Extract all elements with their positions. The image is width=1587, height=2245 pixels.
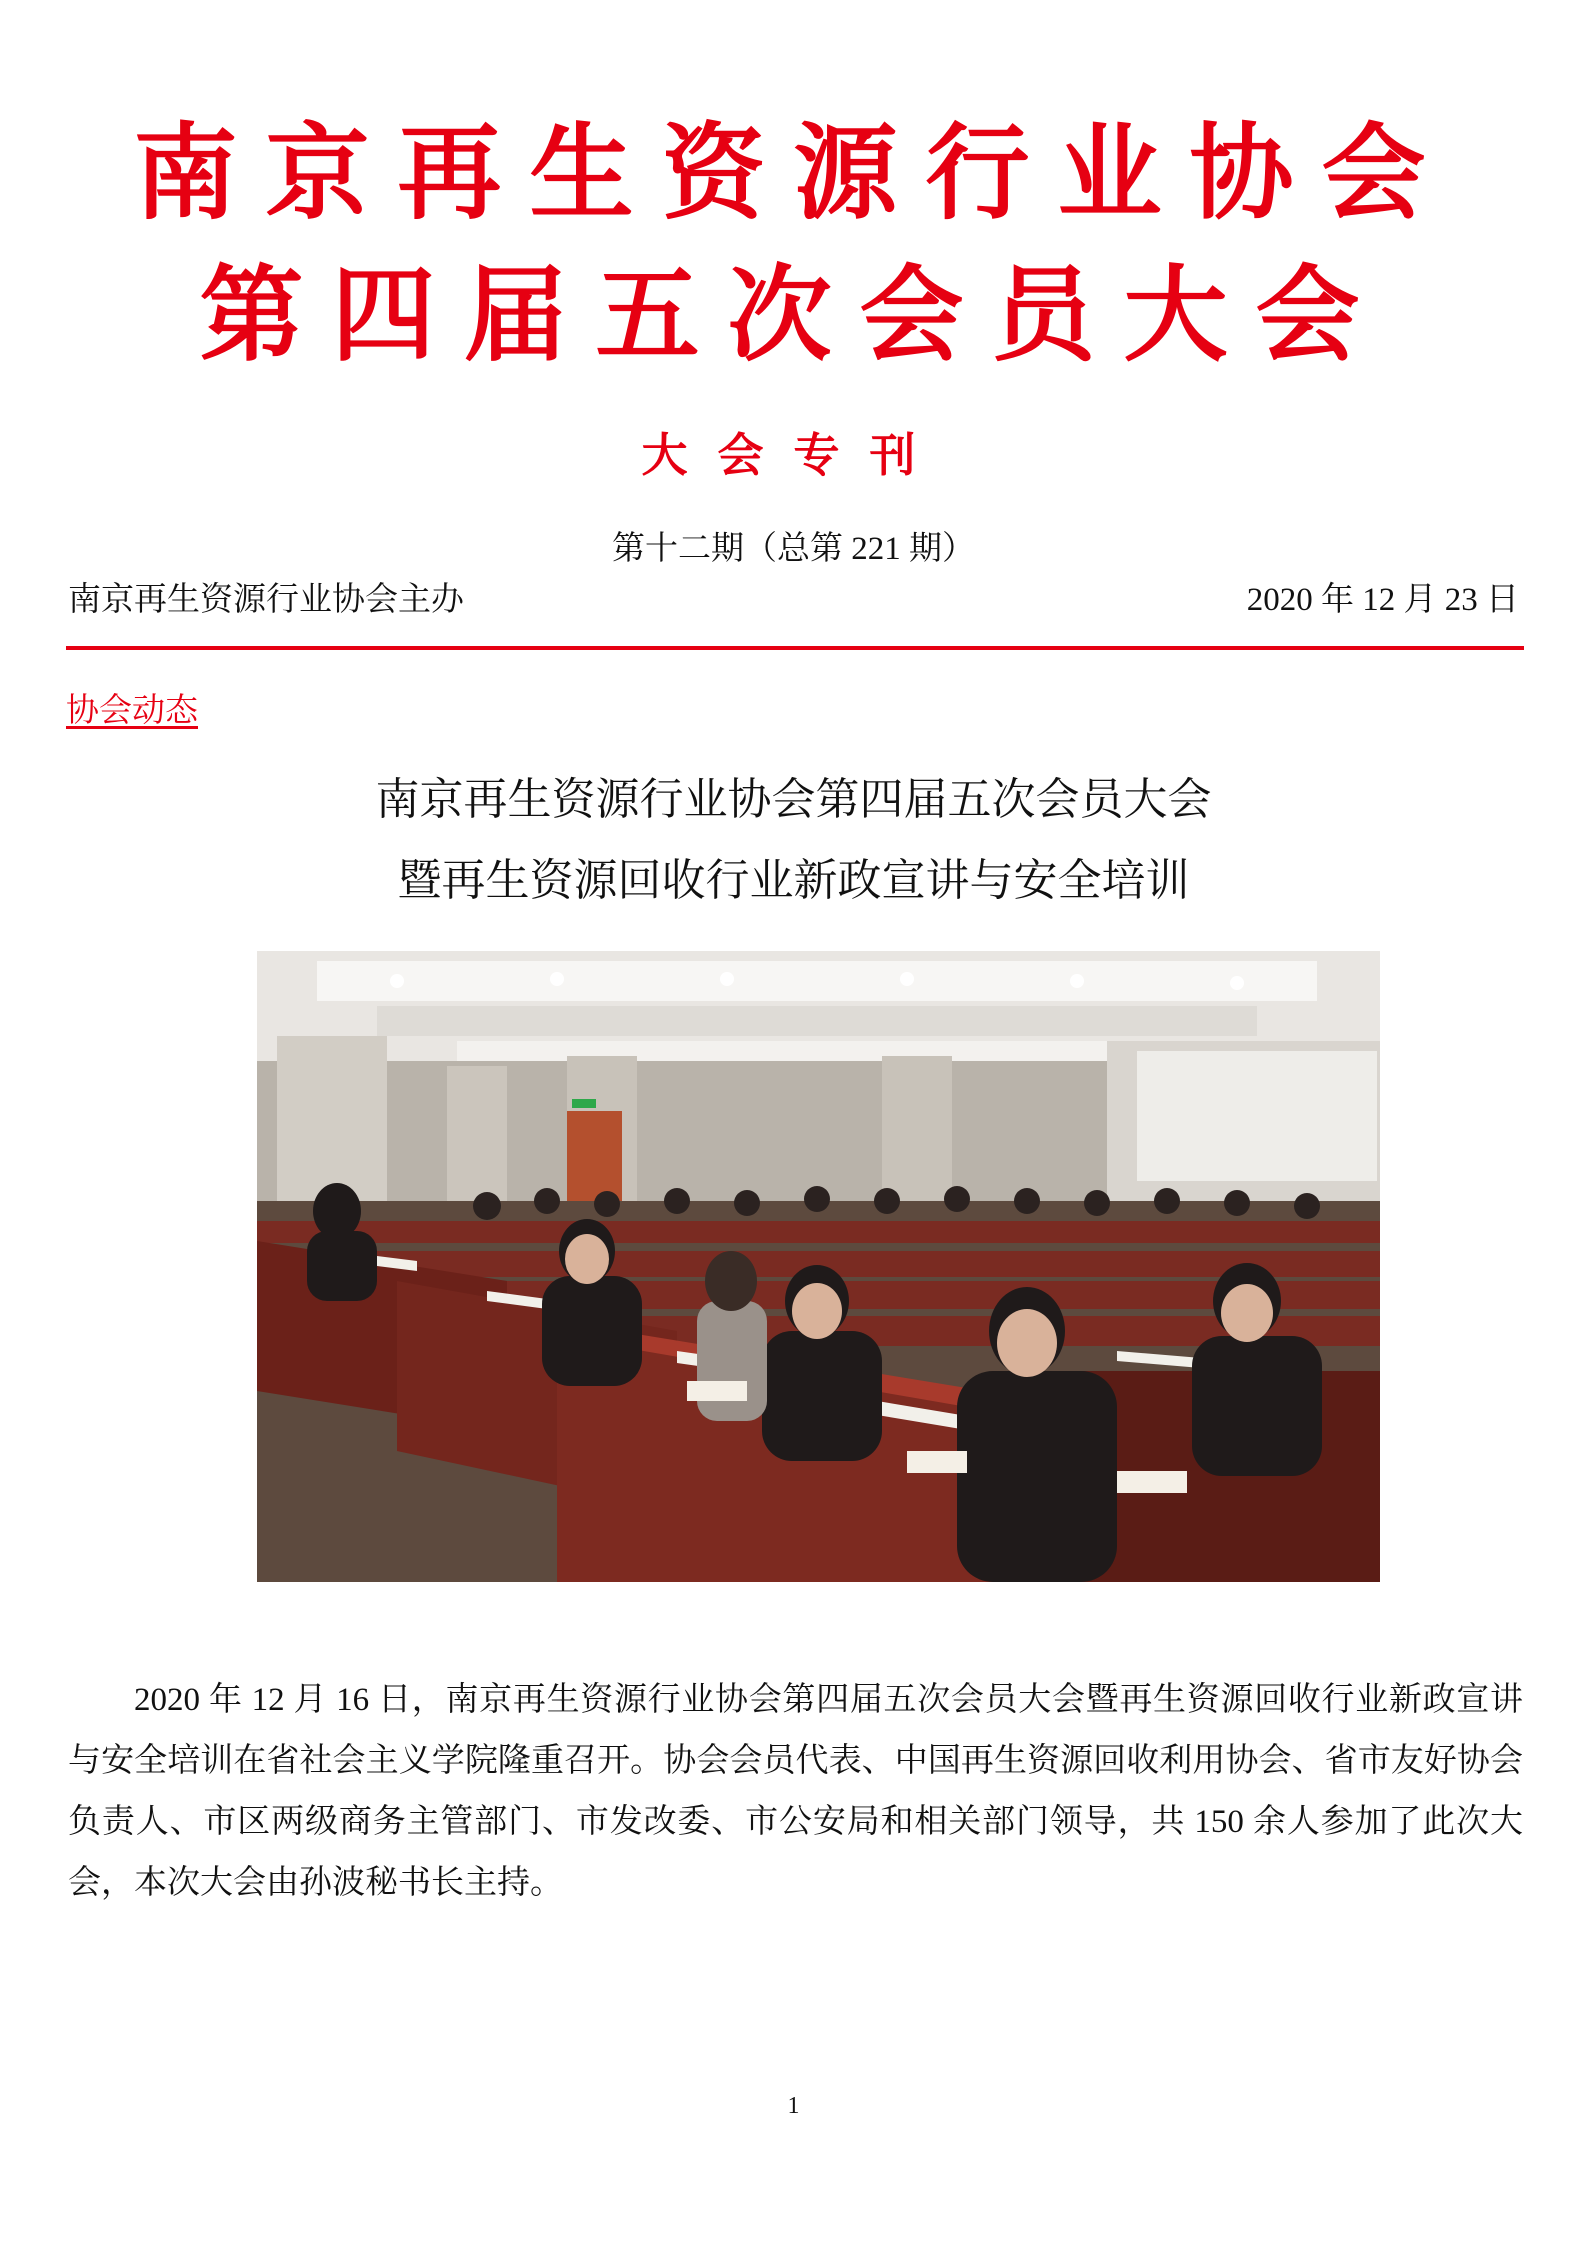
meeting-photo-icon (257, 951, 1380, 1582)
page-number: 1 (787, 2093, 800, 2119)
masthead-title-line2: 第四届五次会员大会 (199, 253, 1388, 376)
publish-date: 2020 年 12 月 23 日 (1246, 582, 1519, 618)
article-title-line1: 南京再生资源行业协会第四届五次会员大会 (375, 775, 1212, 824)
special-issue-label: 大会专刊 (641, 428, 946, 482)
section-label: 协会动态 (66, 691, 198, 728)
masthead-title-line1: 南京再生资源行业协会 (133, 111, 1454, 234)
article-title-line2: 暨再生资源回收行业新政宣讲与安全培训 (397, 856, 1190, 905)
header-divider (66, 646, 1524, 650)
article-paragraph: 2020 年 12 月 16 日，南京再生资源行业协会第四届五次会员大会暨再生资源回收行业新政宣讲与安全培训在省社会主义学院隆重召开。协会会员代表、中国再生资源回收利用协会、省市友好协会负责人、市区两级商务主管部门、市发改委、市公安局和相关部门领导，共 150 余人参加了此次大会，本次大会由孙波秘书长主持。 (68, 1682, 1523, 1901)
organizer: 南京再生资源行业协会主办 (68, 582, 464, 618)
issue-number: 第十二期（总第 221 期） (612, 531, 975, 567)
